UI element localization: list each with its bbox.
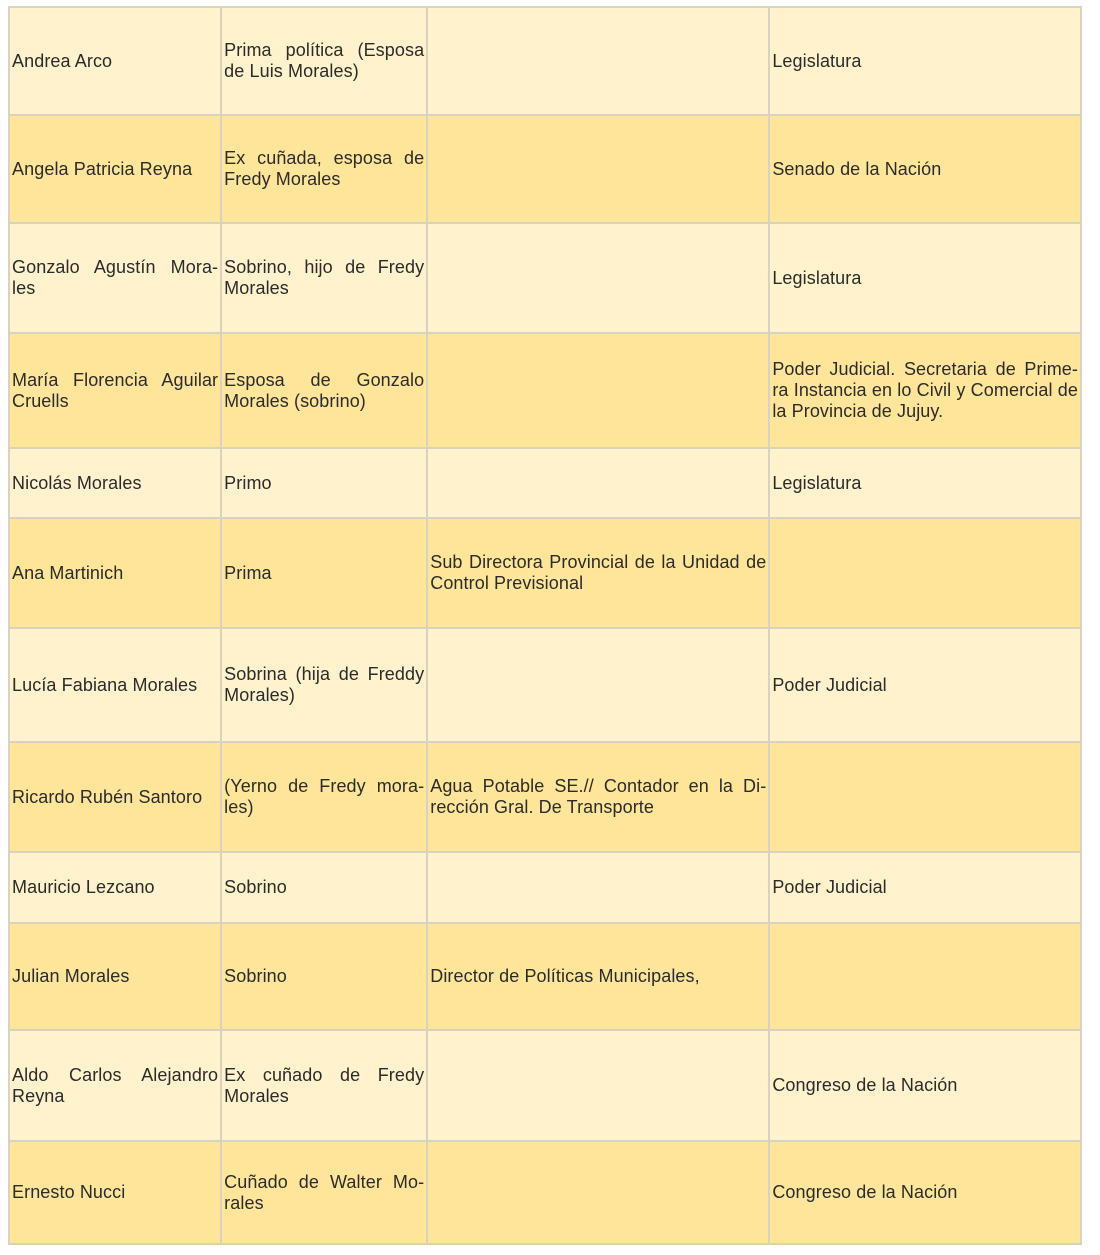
name-cell: Andrea Arco [9,7,221,115]
other-post-cell: Congreso de la Nación [769,1030,1081,1141]
other-post-cell: Legislatura [769,7,1081,115]
table-row [9,223,1081,333]
relation-cell: Sobrino, hijo de Fredy Morales [221,223,427,333]
table-row [9,7,1081,115]
table-row [9,115,1081,223]
executive-post-cell [427,1030,769,1141]
relation-cell: Sobrino [221,852,427,923]
name-cell: Ernesto Nucci [9,1141,221,1244]
other-post-cell [769,742,1081,852]
name-cell: María Florencia Aguilar Cruells [9,333,221,448]
table-row [9,742,1081,852]
relation-cell: Prima política (Esposa de Luis Morales) [221,7,427,115]
executive-post-cell [427,1141,769,1244]
relation-cell: Esposa de Gonzalo Morales (sobrino) [221,333,427,448]
executive-post-cell [427,115,769,223]
relation-cell: (Yerno de Fredy mora-les) [221,742,427,852]
name-cell: Mauricio Lezcano [9,852,221,923]
relatives-table-container [8,6,1082,1245]
name-cell: Angela Patricia Reyna [9,115,221,223]
other-post-cell [769,923,1081,1030]
relatives-table [8,6,1082,1245]
name-cell: Ricardo Rubén Santoro [9,742,221,852]
name-cell: Nicolás Morales [9,448,221,518]
other-post-cell: Poder Judicial. Secretaria de Prime-ra Instancia en lo Civil y Comercial de la Provincia de Jujuy. [769,333,1081,448]
executive-post-cell: Agua Potable SE.// Contador en la Di-rección Gral. De Transporte [427,742,769,852]
executive-post-cell [427,628,769,742]
executive-post-cell: Sub Directora Provincial de la Unidad de Control Previsional [427,518,769,628]
name-cell: Aldo Carlos Alejandro Reyna [9,1030,221,1141]
table-row [9,923,1081,1030]
executive-post-cell [427,852,769,923]
executive-post-cell: Director de Políticas Municipales, [427,923,769,1030]
relation-cell: Ex cuñada, esposa de Fredy Morales [221,115,427,223]
relation-cell: Sobrino [221,923,427,1030]
relation-cell: Primo [221,448,427,518]
executive-post-cell [427,333,769,448]
table-row [9,448,1081,518]
name-cell: Ana Martinich [9,518,221,628]
relation-cell: Sobrina (hija de Freddy Morales) [221,628,427,742]
other-post-cell: Senado de la Nación [769,115,1081,223]
table-row [9,1141,1081,1244]
table-row [9,628,1081,742]
other-post-cell: Congreso de la Nación [769,1141,1081,1244]
executive-post-cell [427,7,769,115]
name-cell: Julian Morales [9,923,221,1030]
table-row [9,1030,1081,1141]
name-cell: Gonzalo Agustín Mora-les [9,223,221,333]
name-cell: Lucía Fabiana Morales [9,628,221,742]
other-post-cell [769,518,1081,628]
table-row [9,518,1081,628]
other-post-cell: Legislatura [769,448,1081,518]
table-row [9,852,1081,923]
relation-cell: Prima [221,518,427,628]
table-row [9,333,1081,448]
relation-cell: Cuñado de Walter Mo-rales [221,1141,427,1244]
other-post-cell: Legislatura [769,223,1081,333]
other-post-cell: Poder Judicial [769,628,1081,742]
relation-cell: Ex cuñado de Fredy Morales [221,1030,427,1141]
executive-post-cell [427,223,769,333]
executive-post-cell [427,448,769,518]
other-post-cell: Poder Judicial [769,852,1081,923]
